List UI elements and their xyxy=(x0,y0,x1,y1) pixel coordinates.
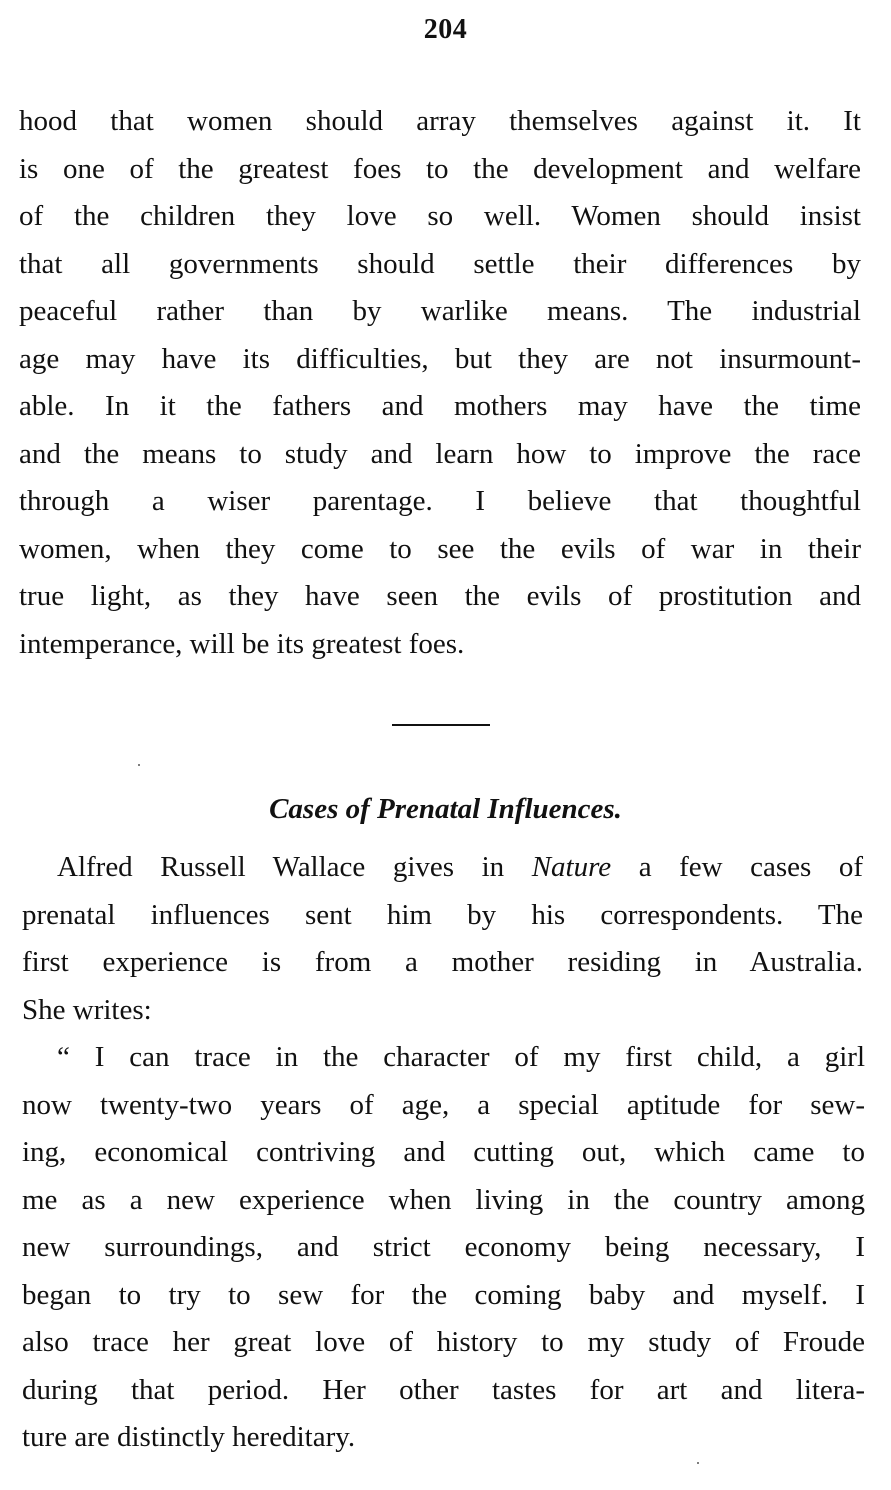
paragraph-mother-quote xyxy=(22,1034,865,1462)
section-divider-rule xyxy=(392,724,490,726)
text-line: “ I can trace in the character of my first child, a girl xyxy=(57,1041,865,1073)
text-line: ture are distinctly hereditary. xyxy=(22,1421,356,1453)
text-line: She writes: xyxy=(22,993,152,1026)
journal-title: Nature xyxy=(531,851,612,883)
text-line: hood that women should array themselves against it. It xyxy=(19,105,861,137)
text-line: began to try to sew for the coming baby and myself. I xyxy=(22,1278,865,1311)
text-line: prenatal influences sent him by his correspondents. The xyxy=(22,898,863,931)
text-run: a few cases of xyxy=(611,851,864,883)
text-line: during that period. Her other tastes for art and litera- xyxy=(22,1373,865,1406)
text-line: first experience is from a mother residing in Australia. xyxy=(22,946,863,978)
text-line: women, when they come to see the evils of war in their xyxy=(19,532,861,565)
paragraph-war-and-women xyxy=(19,98,861,668)
text-line: intemperance, will be its greatest foes. xyxy=(19,627,465,660)
text-line: ing, economical contriving and cutting out, which came to xyxy=(22,1136,865,1168)
text-line: and the means to study and learn how to improve the race xyxy=(19,437,861,470)
text-line: able. In it the fathers and mothers may have the time xyxy=(19,390,861,422)
paragraph-wallace-intro xyxy=(22,844,863,1034)
text-line: now twenty-two years of age, a special aptitude for sew- xyxy=(22,1088,865,1121)
section-heading: Cases of Prenatal Influences. xyxy=(269,793,622,825)
text-line: is one of the greatest foes to the development and welfare xyxy=(19,152,861,185)
page-number: 204 xyxy=(423,14,468,45)
text-line: of the children they love so well. Women should insist xyxy=(19,200,861,232)
text-line: new surroundings, and strict economy being necessary, I xyxy=(22,1231,865,1263)
text-line: true light, as they have seen the evils of prostitution and xyxy=(19,580,861,612)
text-line: age may have its difficulties, but they are not insurmount- xyxy=(19,342,861,375)
text-line: also trace her great love of history to my study of Froude xyxy=(22,1326,865,1358)
text-line: peaceful rather than by warlike means. The industrial xyxy=(19,295,861,327)
text-line xyxy=(22,844,863,892)
print-speck xyxy=(138,764,140,766)
text-line: that all governments should settle their differences by xyxy=(19,247,861,280)
text-line: through a wiser parentage. I believe that thoughtful xyxy=(19,485,861,517)
text-run: Alfred Russell Wallace gives in xyxy=(57,851,532,883)
print-speck xyxy=(697,1462,699,1464)
text-line: me as a new experience when living in the country among xyxy=(22,1183,865,1216)
